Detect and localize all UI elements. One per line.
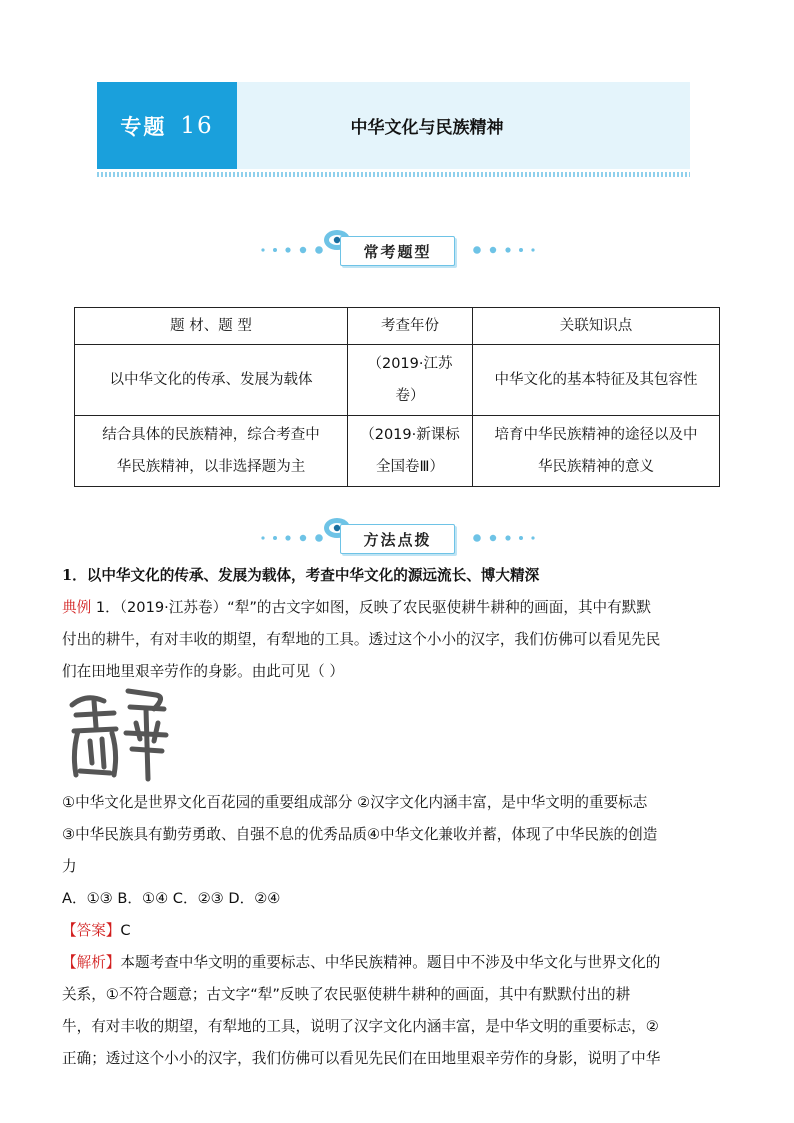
options-block [62,787,734,1075]
dots-right-decoration [465,244,545,256]
topic-line: 结合具体的民族精神，综合考查中 [102,427,320,443]
dots-right-decoration [465,532,545,544]
example-text: 1．（2019·江苏卷）“犁”的古文字如图，反映了农民驱使耕牛耕种的画面，其中有默默 [91,599,651,616]
table-row [75,416,720,487]
example-line [62,592,734,624]
table-cell-year [348,345,473,416]
example-line: 们在田地里艰辛劳作的身影。由此可见（ ） [62,663,344,680]
analysis-line: 牛，有对丰收的期望，有犁地的工具，说明了汉字文化内涵丰富，是中华文明的重要标志，② [62,1018,659,1035]
section-title: 常考题型 [340,236,455,266]
year-line: （2019·新课标 [360,427,460,443]
analysis-line: 正确；透过这个小小的汉字，我们仿佛可以看见先民们在田地里艰辛劳作的身影，说明了中华 [62,1050,661,1067]
option-line: ①中华文化是世界文化百花园的重要组成部分 ②汉字文化内涵丰富，是中华文明的重要标志 [62,794,648,811]
ancient-character-image [66,683,176,783]
section-heading: 1．以中华文化的传承、发展为载体，考查中华文化的源远流长、博大精深 [62,567,540,584]
page-title: 中华文化与民族精神 [350,118,504,138]
table-row [75,345,720,416]
year-line: 全国卷Ⅲ） [376,459,444,475]
choices-line: A．①③ B．①④ C．②③ D．②④ [62,890,281,907]
section-title: 方法点拨 [340,524,455,554]
option-line: 力 [62,858,77,875]
table-cell-topic [75,416,348,487]
table-cell-topic: 以中华文化的传承、发展为载体 [75,345,348,416]
answer-label: 【答案】 [62,922,121,939]
table-cell-knowledge: 中华文化的基本特征及其包容性 [473,345,720,416]
example-line: 付出的耕牛，有对丰收的期望，有犁地的工具。透过这个小小的汉字，我们仿佛可以看见先民 [62,631,661,648]
topic-label: 专题 [120,113,167,139]
year-line: （2019·江苏 [367,356,453,372]
exam-topics-table [74,307,720,487]
section-banner-method-tips [255,516,540,562]
example-label: 典例 [62,599,92,616]
option-line: ③中华民族具有勤劳勇敢、自强不息的优秀品质④中华文化兼收并蓄，体现了中华民族的创造 [62,826,658,843]
topic-number: 16 [180,112,214,139]
analysis-line [62,947,734,979]
table-header-cell: 考查年份 [348,308,473,345]
example-question-block [62,560,734,688]
topic-line: 华民族精神，以非选择题为主 [116,459,306,475]
analysis-text: 本题考查中华文明的重要标志、中华民族精神。题目中不涉及中华文化与世界文化的 [120,954,661,971]
section-banner-common-types [255,228,540,274]
table-header-cell: 题 材、题 型 [75,308,348,345]
table-cell-knowledge [473,416,720,487]
table-header-row [75,308,720,345]
header-divider [97,172,690,177]
analysis-label: 【解析】 [62,954,121,971]
table-cell-year [348,416,473,487]
answer-line [62,915,734,947]
knowledge-line: 华民族精神的意义 [538,459,654,475]
analysis-line: 关系，①不符合题意；古文字“犁”反映了农民驱使耕牛耕种的画面，其中有默默付出的耕 [62,986,631,1003]
year-line: 卷） [395,388,425,404]
topic-badge [97,82,237,169]
answer-value: C [120,922,131,939]
table-header-cell: 关联知识点 [473,308,720,345]
knowledge-line: 培育中华民族精神的途径以及中 [494,427,698,443]
